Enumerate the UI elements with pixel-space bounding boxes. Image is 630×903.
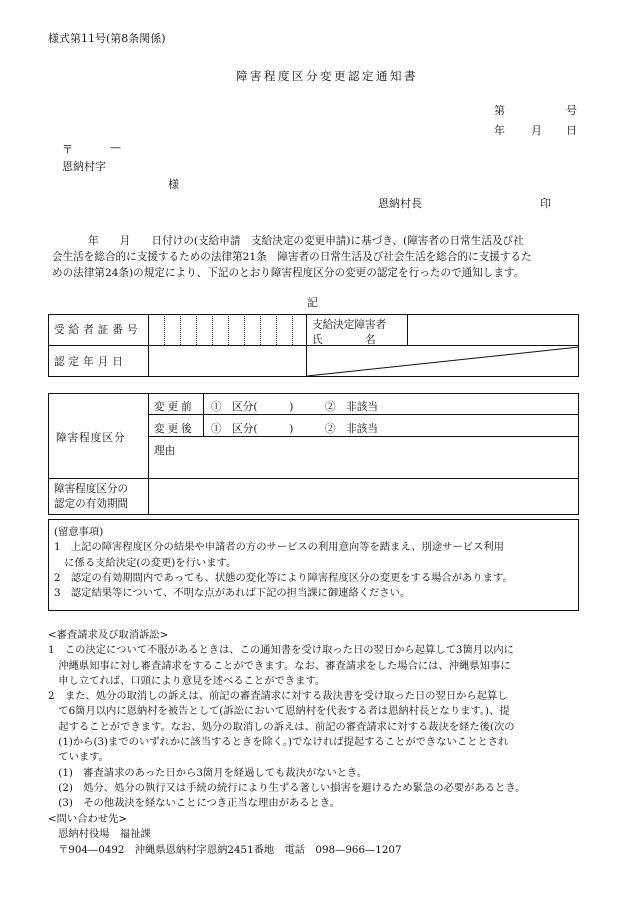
notes-content xyxy=(54,525,513,601)
form-number: 様式第11号(第8条関係) xyxy=(48,32,166,45)
appeal-line: 沖縄県知事に対し審査請求をすることができます。なお、審査請求をした場合には、沖縄県知事に xyxy=(48,659,511,672)
appeal-line: 2 また、処分の取消しの訴えは、前記の審査請求に対する裁決書を受け取った日の翌日から起算し xyxy=(48,690,508,703)
contact-address: 〒904—0492 沖縄県恩納村字恩納2451番地 電話 098—966—1207 xyxy=(58,843,402,856)
cert-number-label: 受給者証番号 xyxy=(54,324,142,336)
recipient-address: 恩納村字 xyxy=(62,160,106,173)
date-day: 日 xyxy=(566,124,577,137)
postal-mark: 〒 xyxy=(62,143,73,156)
name-label-line1: 支給決定障害者 xyxy=(312,319,387,331)
after-option-not-applicable: ② 非該当 xyxy=(325,423,378,435)
before-option-not-applicable: ② 非該当 xyxy=(325,401,378,413)
before-label: 変更前 xyxy=(154,401,195,413)
appeal-section xyxy=(48,628,526,812)
notes-item: 2 認定の有効期間内であっても、状態の変化等により障害程度区分の変更をする場合があります。 xyxy=(54,571,513,584)
appeal-line: 申し立てれば、口頭により意見を述べることができます。 xyxy=(48,674,326,687)
ki-mark: 記 xyxy=(307,296,318,309)
diagonal-strike xyxy=(307,346,579,377)
notes-item: 3 認定結果等について、不明な点があれば下記の担当課に御連絡ください。 xyxy=(54,587,411,600)
contact-office: 恩納村役場 福祉課 xyxy=(58,828,151,841)
issuer-name: 恩納村長 xyxy=(378,197,422,210)
appeal-line: 1 この決定について不服があるときは、この通知書を受け取った日の翌日から起算して3箇月以内に xyxy=(48,644,514,657)
reason-label: 理由 xyxy=(154,445,176,457)
date-month: 月 xyxy=(531,124,542,137)
notes-item: 1 上記の障害程度区分の結果や申請者の方のサービスの利用意向等を踏まえ、別途サービス利用 xyxy=(54,541,504,554)
after-option-category: ① 区分( ) xyxy=(211,423,294,435)
appeal-line: (1)から(3)までのいずれかに該当するときを除く。)でなければ提起することができないこととされ xyxy=(48,736,509,749)
appeal-heading: <審査請求及び取消訴訟> xyxy=(48,629,169,641)
body-line: 年 月 日付けの(支給申請 支給決定の変更申請)に基づき、(障害者の日常生活及び社 xyxy=(88,235,524,247)
after-label: 変更後 xyxy=(154,423,195,435)
appeal-line: (1) 審査請求のあった日から3箇月を経過しても裁決がないとき。 xyxy=(48,766,368,779)
contact-heading: <問い合わせ先> xyxy=(48,813,128,825)
certification-date-label: 認定年月日 xyxy=(54,356,127,368)
date-year: 年 xyxy=(494,124,505,137)
doc-number-prefix: 第 xyxy=(494,104,505,117)
contact-section xyxy=(48,812,402,858)
seal-mark: 印 xyxy=(540,197,551,210)
before-option-category: ① 区分( ) xyxy=(211,401,294,413)
notes-item: に係る支給決定(の変更)を行います。 xyxy=(54,556,237,569)
appeal-line: て6箇月以内に恩納村を被告として(訴訟において恩納村を代表する者は恩納村長となります。)、提 xyxy=(48,705,510,718)
validity-label-line1: 障害程度区分の xyxy=(54,483,129,495)
appeal-line: ています。 xyxy=(48,751,109,764)
body-line: めの法律第24条)の規定により、下記のとおり障害程度区分の変更の認定を行ったので通知します。 xyxy=(52,267,525,279)
document-title: 障害程度区分変更認定通知書 xyxy=(236,69,418,83)
body-paragraph xyxy=(52,233,532,281)
name-label-line2: 氏 名 xyxy=(312,334,376,346)
appeal-line: (2) 処分、処分の執行又は手続の続行により生ずる著しい損害を避けるため緊急の必要があるとき。 xyxy=(48,781,526,794)
category-label: 障害程度区分 xyxy=(56,432,126,444)
recipient-suffix: 様 xyxy=(168,178,179,191)
notes-heading: (留意事項) xyxy=(54,526,104,538)
doc-number-suffix: 号 xyxy=(566,104,577,117)
validity-label-line2: 認定の有効期間 xyxy=(54,498,129,510)
appeal-line: 起することができます。なお、処分の取消しの訴えは、前記の審査請求に対する裁決を経た後(次の xyxy=(48,720,515,733)
appeal-line: (3) その他裁決を経ないことにつき正当な理由があるとき。 xyxy=(48,797,340,810)
postal-dash: — xyxy=(110,141,121,154)
body-line: 会生活を総合的に支援するための法律第21条 障害者の日常生活及び社会生活を総合的に支援するた xyxy=(52,251,532,263)
